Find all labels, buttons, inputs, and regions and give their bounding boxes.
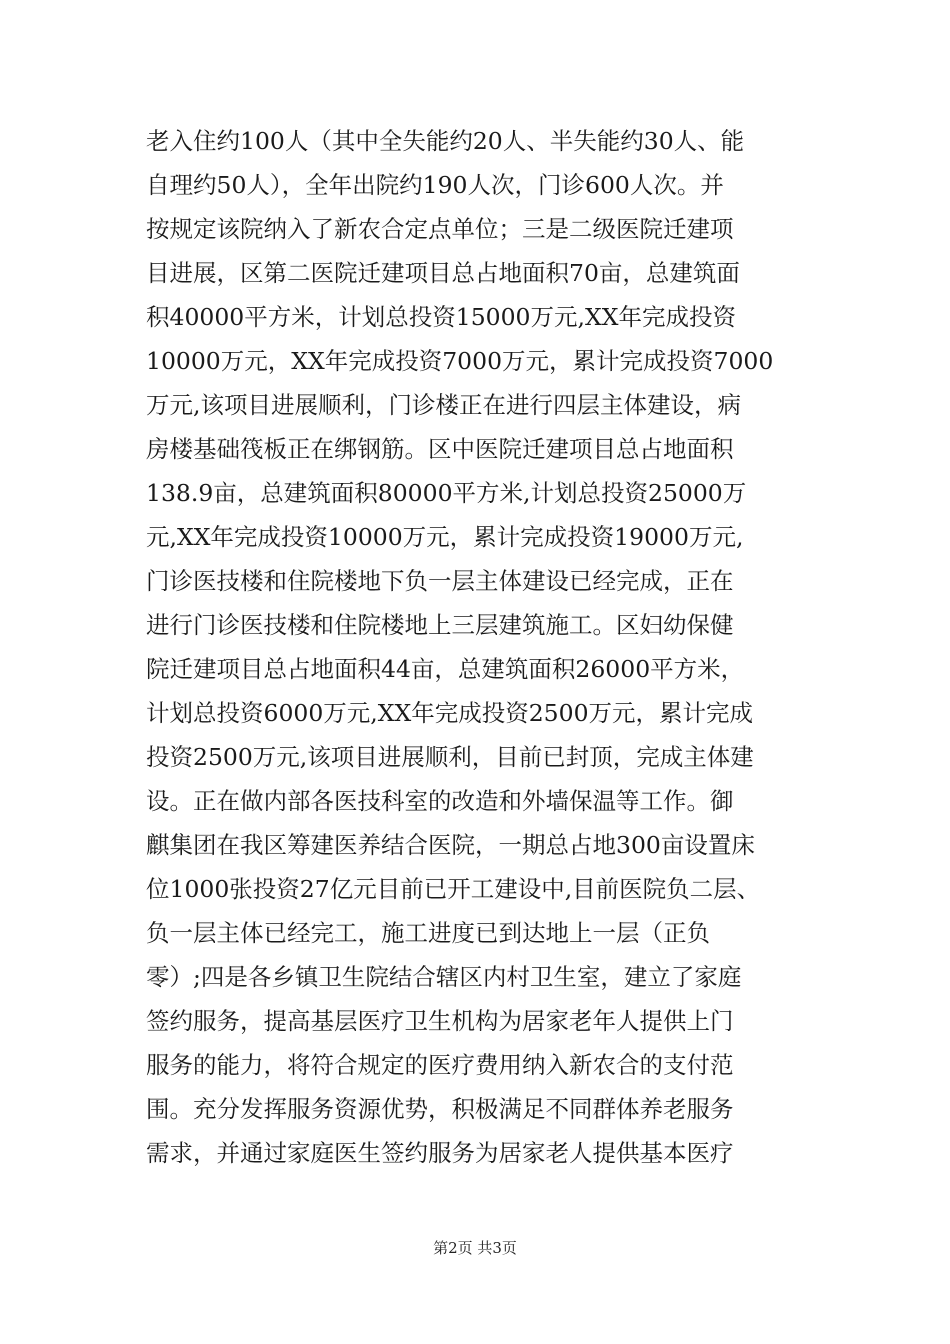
body-line-5: 积40000平方米，计划总投资15000万元,XX年完成投资 (146, 303, 736, 331)
body-line-24: 需求，并通过家庭医生签约服务为居家老人提供基本医疗 (146, 1139, 734, 1167)
body-line-18: 位1000张投资27亿元目前已开工建设中,目前医院负二层、 (146, 875, 761, 903)
body-line-11: 门诊医技楼和住院楼地下负一层主体建设已经完成，正在 (146, 567, 734, 595)
body-line-21: 签约服务，提高基层医疗卫生机构为居家老年人提供上门 (146, 1007, 734, 1035)
body-line-6: 10000万元，XX年完成投资7000万元，累计完成投资7000 (146, 347, 774, 375)
body-line-7: 万元,该项目进展顺利，门诊楼正在进行四层主体建设，病 (146, 391, 741, 419)
body-line-12: 进行门诊医技楼和住院楼地上三层建筑施工。区妇幼保健 (146, 611, 734, 639)
body-line-19: 负一层主体已经完工，施工进度已到达地上一层（正负 (146, 919, 710, 947)
body-line-15: 投资2500万元,该项目进展顺利，目前已封顶，完成主体建 (146, 743, 754, 771)
body-line-22: 服务的能力，将符合规定的医疗费用纳入新农合的支付范 (146, 1051, 734, 1079)
body-line-9: 138.9亩，总建筑面积80000平方米,计划总投资25000万 (146, 479, 747, 507)
body-line-3: 按规定该院纳入了新农合定点单位；三是二级医院迁建项 (146, 215, 734, 243)
body-line-20: 零）;四是各乡镇卫生院结合辖区内村卫生室，建立了家庭 (146, 963, 742, 991)
body-line-8: 房楼基础筏板正在绑钢筋。区中医院迁建项目总占地面积 (146, 435, 734, 463)
body-line-17: 麒集团在我区筹建医养结合医院，一期总占地300亩设置床 (146, 831, 755, 859)
body-line-13: 院迁建项目总占地面积44亩，总建筑面积26000平方米， (146, 655, 745, 683)
body-line-23: 围。充分发挥服务资源优势，积极满足不同群体养老服务 (146, 1095, 734, 1123)
body-line-10: 元,XX年完成投资10000万元，累计完成投资19000万元, (146, 523, 744, 551)
body-line-2: 自理约50人），全年出院约190人次，门诊600人次。并 (146, 171, 724, 199)
body-line-16: 设。正在做内部各医技科室的改造和外墙保温等工作。御 (146, 787, 734, 815)
page-number-footer: 第2页 共3页 (433, 1239, 517, 1257)
body-line-1: 老入住约100人（其中全失能约20人、半失能约30人、能 (146, 127, 745, 155)
body-line-4: 目进展，区第二医院迁建项目总占地面积70亩，总建筑面 (146, 259, 740, 287)
body-line-14: 计划总投资6000万元,XX年完成投资2500万元，累计完成 (146, 699, 754, 727)
